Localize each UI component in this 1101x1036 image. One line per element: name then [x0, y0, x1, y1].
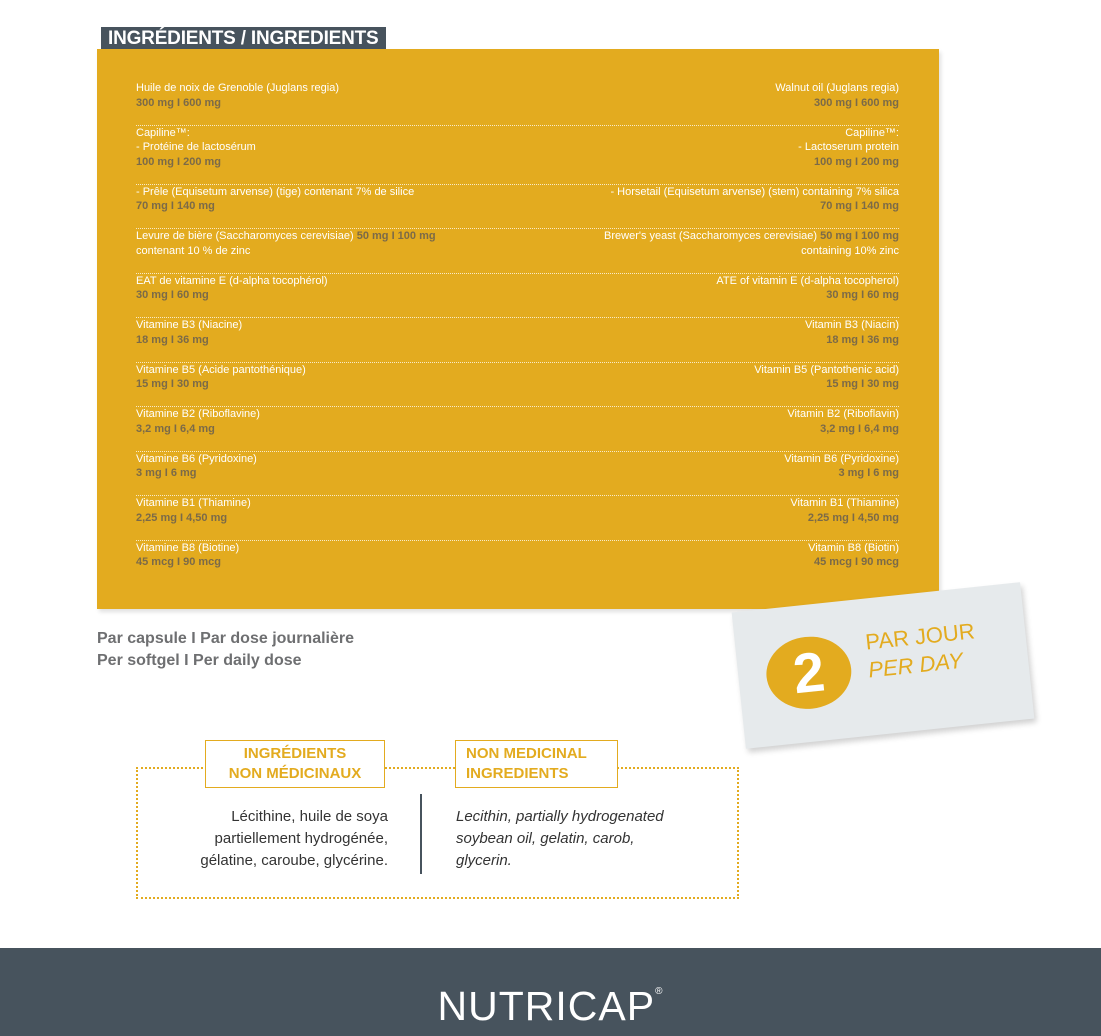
ingredient-row	[136, 541, 899, 585]
ingredient-extra-en: containing 10% zinc	[801, 244, 899, 257]
section-title: INGRÉDIENTS / INGREDIENTS	[101, 27, 386, 51]
ingredient-name-fr: Capiline™: - Protéine de lactosérum	[136, 126, 256, 153]
ingredient-fr	[136, 126, 556, 170]
ingredient-dose-en: 30 mg I 60 mg	[826, 289, 899, 301]
badge-text	[864, 617, 979, 684]
ingredient-row	[136, 185, 899, 230]
ingredient-name-fr: Vitamine B1 (Thiamine)	[136, 497, 251, 509]
dose-count: 2	[763, 633, 855, 713]
ingredient-name-fr: Levure de bière (Saccharomyces cerevisiae)	[136, 230, 354, 242]
daily-dose-badge	[732, 582, 1035, 749]
divider	[420, 794, 422, 874]
ingredient-row	[136, 318, 899, 363]
ingredients-list	[136, 81, 899, 584]
ingredient-en	[519, 452, 899, 481]
ingredient-en	[519, 541, 899, 570]
ingredient-dose-en: 45 mcg I 90 mcg	[814, 556, 899, 568]
ingredient-name-en: Capiline™: - Lactoserum protein	[798, 126, 899, 153]
ingredient-name-fr: EAT de vitamine E (d-alpha tocophérol)	[136, 274, 328, 287]
non-medicinal-title-fr-line1: INGRÉDIENTS	[243, 745, 347, 762]
ingredient-en	[519, 363, 899, 392]
ingredient-row	[136, 496, 899, 541]
non-medicinal-text-en: Lecithin, partially hydrogenated soybean oil, gelatin, carob, glycerin.	[456, 808, 664, 869]
brand-name: NUTRICAP	[437, 983, 656, 1029]
ingredient-row	[136, 126, 899, 185]
ingredient-dose-en: 70 mg I 140 mg	[820, 200, 899, 212]
ingredient-en	[519, 81, 899, 110]
non-medicinal-title-en-line2: INGREDIENTS	[466, 765, 569, 782]
ingredient-name-en: Vitamin B1 (Thiamine)	[790, 497, 899, 509]
ingredient-name-fr: Vitamine B6 (Pyridoxine)	[136, 452, 257, 465]
ingredient-name-en: Vitamin B2 (Riboflavin)	[787, 408, 899, 420]
ingredient-dose-en: 3 mg I 6 mg	[838, 467, 899, 479]
brand-logo	[0, 969, 1101, 1029]
ingredient-fr	[136, 541, 556, 570]
ingredient-name-en: Vitamin B8 (Biotin)	[808, 541, 899, 554]
ingredient-dose-fr: 3,2 mg I 6,4 mg	[136, 422, 215, 435]
ingredient-en	[519, 407, 899, 436]
ingredient-dose-fr: 30 mg I 60 mg	[136, 289, 209, 301]
ingredient-name-fr: Vitamine B8 (Biotine)	[136, 541, 240, 554]
dose-caption-fr: Par capsule I Par dose journalière	[97, 630, 354, 647]
ingredient-dose-en: 18 mg I 36 mg	[826, 333, 899, 346]
ingredient-name-en: Vitamin B6 (Pyridoxine)	[784, 452, 899, 465]
ingredient-dose-fr: 3 mg I 6 mg	[136, 467, 197, 479]
ingredient-fr	[136, 274, 556, 303]
ingredient-name-en: Vitamin B5 (Pantothenic acid)	[754, 363, 899, 376]
ingredient-dose-en: 50 mg I 100 mg	[820, 230, 899, 242]
ingredient-en	[519, 126, 899, 170]
ingredient-dose-fr: 100 mg I 200 mg	[136, 155, 221, 168]
ingredient-fr	[136, 229, 556, 258]
ingredient-dose-en: 3,2 mg I 6,4 mg	[820, 422, 899, 435]
ingredient-row	[136, 452, 899, 497]
ingredient-fr	[136, 318, 556, 347]
ingredient-en	[519, 496, 899, 525]
ingredient-extra-fr: contenant 10 % de zinc	[136, 244, 251, 257]
non-medicinal-title-en	[455, 740, 618, 788]
ingredient-name-en: Brewer's yeast (Saccharomyces cerevisiae)	[604, 230, 818, 242]
ingredient-dose-en: 100 mg I 200 mg	[814, 155, 899, 168]
ingredient-dose-en: 300 mg I 600 mg	[814, 96, 899, 109]
ingredient-row	[136, 407, 899, 452]
non-medicinal-title-fr	[205, 740, 385, 788]
ingredient-dose-fr: 300 mg I 600 mg	[136, 96, 221, 109]
ingredient-row	[136, 229, 899, 274]
ingredient-row	[136, 274, 899, 319]
ingredient-name-fr: Vitamine B2 (Riboflavine)	[136, 408, 260, 420]
registered-mark: ®	[655, 986, 664, 997]
ingredient-fr	[136, 81, 556, 110]
ingredient-dose-en: 2,25 mg I 4,50 mg	[807, 511, 899, 524]
ingredient-dose-fr: 45 mcg I 90 mcg	[136, 556, 221, 568]
non-medicinal-text-fr: Lécithine, huile de soya partiellement hydrogénée, gélatine, caroube, glycérine.	[200, 808, 388, 869]
ingredient-dose-fr: 50 mg I 100 mg	[356, 230, 436, 242]
badge-text-fr: PAR JOUR	[864, 618, 976, 655]
badge-text-en: PER DAY	[867, 647, 965, 683]
ingredient-name-en: - Horsetail (Equisetum arvense) (stem) containing 7% silica	[610, 185, 899, 198]
ingredient-dose-fr: 2,25 mg I 4,50 mg	[136, 511, 228, 524]
ingredient-fr	[136, 496, 556, 525]
ingredient-name-fr: Huile de noix de Grenoble (Juglans regia)	[136, 82, 340, 94]
ingredient-dose-fr: 18 mg I 36 mg	[136, 333, 209, 346]
ingredient-row	[136, 363, 899, 408]
ingredient-fr	[136, 363, 556, 392]
non-medicinal-title-en-line1: NON MEDICINAL	[466, 745, 587, 762]
ingredient-dose-en: 15 mg I 30 mg	[826, 378, 899, 390]
ingredient-fr	[136, 185, 556, 214]
ingredient-fr	[136, 407, 556, 436]
ingredients-panel	[97, 49, 939, 609]
non-medicinal-title-fr-line2: NON MÉDICINAUX	[228, 765, 362, 782]
ingredient-name-fr: - Prêle (Equisetum arvense) (tige) contenant 7% de silice	[136, 185, 415, 198]
ingredient-name-fr: Vitamine B5 (Acide pantothénique)	[136, 363, 306, 376]
ingredient-name-en: Walnut oil (Juglans regia)	[775, 82, 899, 94]
ingredient-dose-fr: 15 mg I 30 mg	[136, 378, 209, 390]
ingredient-name-en: Vitamin B3 (Niacin)	[805, 319, 899, 331]
dose-caption	[97, 628, 354, 672]
dose-caption-en: Per softgel I Per daily dose	[97, 652, 302, 669]
ingredient-name-fr: Vitamine B3 (Niacine)	[136, 319, 243, 331]
ingredient-dose-fr: 70 mg I 140 mg	[136, 200, 215, 212]
ingredient-en	[519, 318, 899, 347]
ingredient-en	[519, 185, 899, 214]
ingredient-en	[519, 229, 899, 258]
ingredient-row	[136, 81, 899, 126]
ingredient-fr	[136, 452, 556, 481]
footer	[0, 948, 1101, 1036]
ingredient-name-en: ATE of vitamin E (d-alpha tocopherol)	[716, 274, 899, 287]
ingredient-en	[519, 274, 899, 303]
